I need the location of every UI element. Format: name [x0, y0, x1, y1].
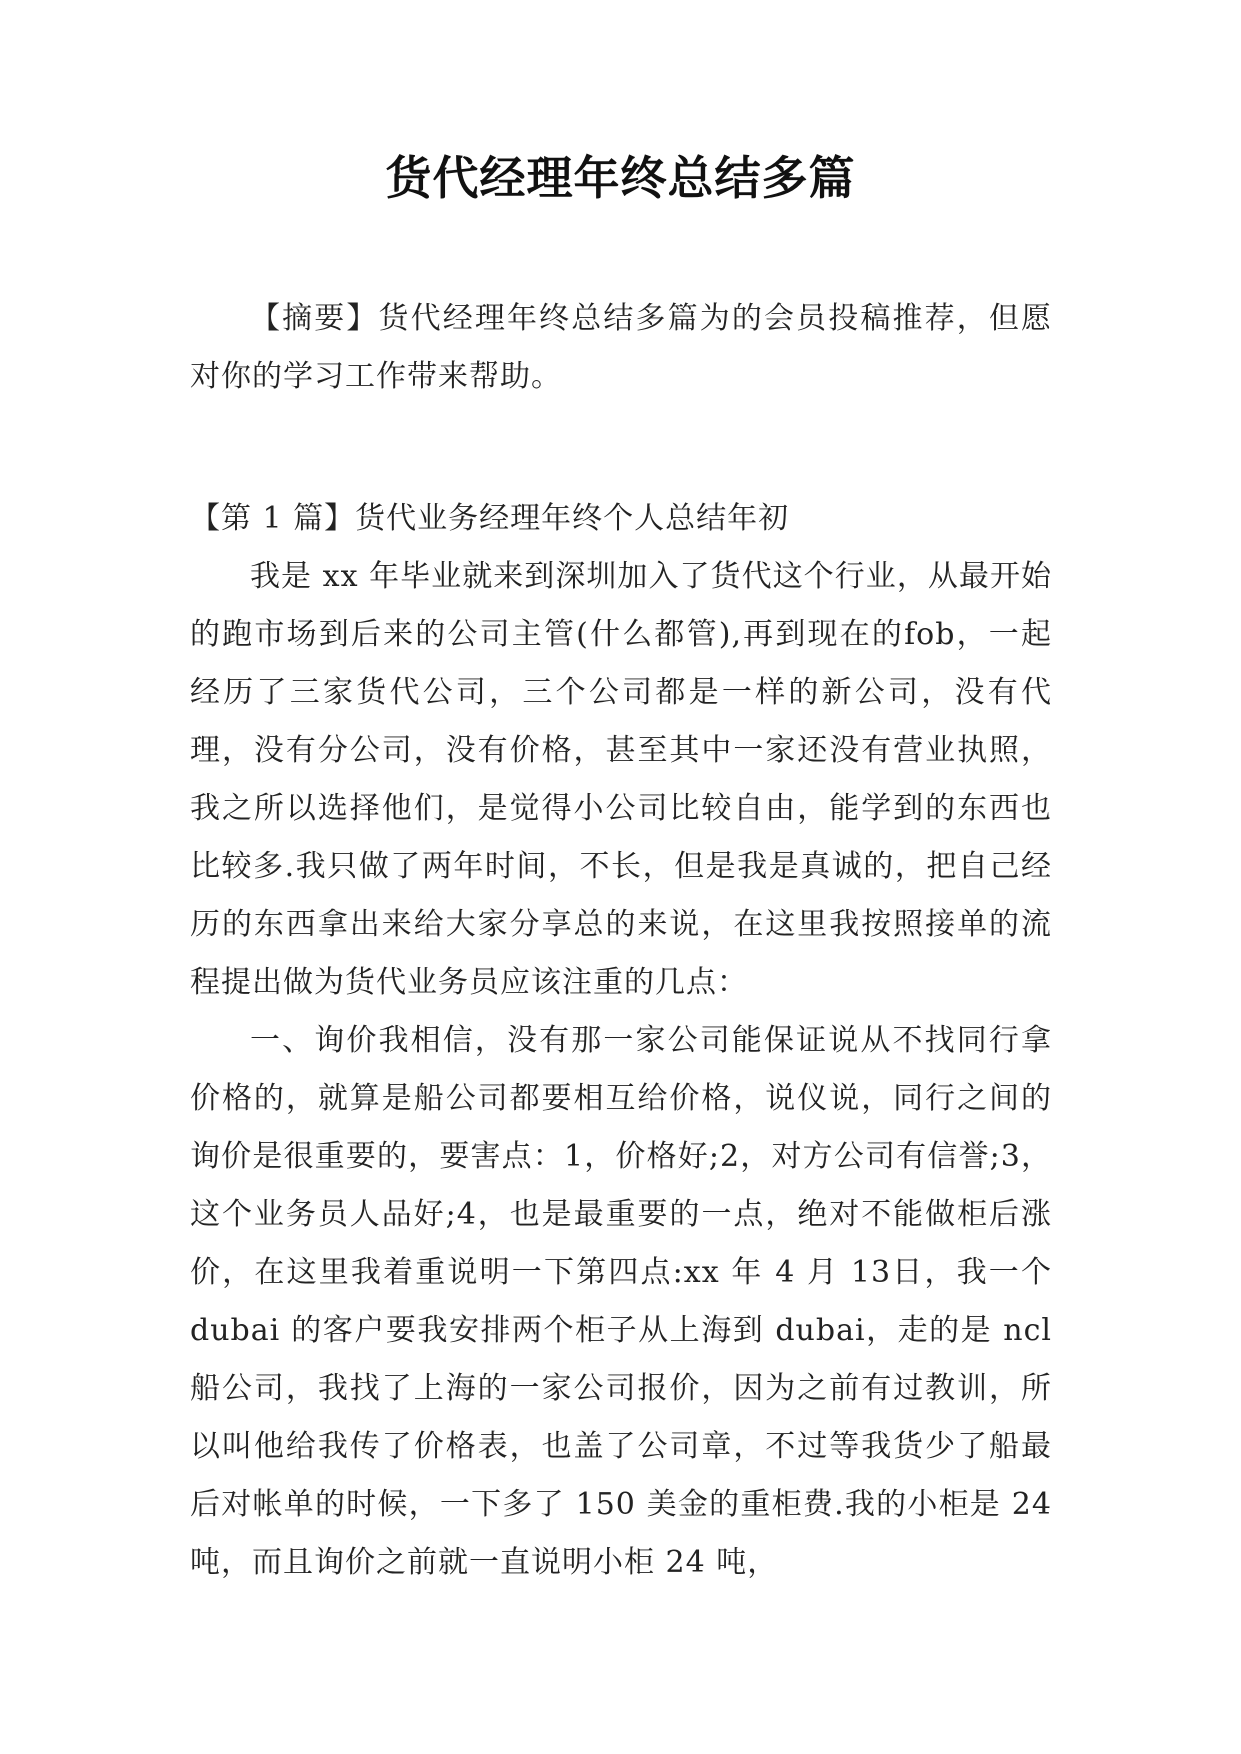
body-paragraph: 一、询价我相信，没有那一家公司能保证说从不找同行拿价格的，就算是船公司都要相互给价格，说仪说，同行之间的询价是很重要的，要害点：1，价格好;2，对方公司有信誉;3，这个业务员人品好;4，也是最重要的一点，绝对不能做柜后涨价，在这里我着重说明一下第四点:xx 年 4 月 13日，我一个 dubai 的客户要我安排两个柜子从上海到 dubai，走的是 ncl 船公司，我找了上海的一家公司报价，因为之前有过教训，所以叫他给我传了价格表，也盖了公司章，不过等我货少了船最后对帐单的时候，一下多了 150 美金的重柜费.我的小柜是 24 吨，而且询价之前就一直说明小柜 24 吨，: [190, 1023, 1052, 1580]
document-body: [190, 290, 1052, 1592]
abstract-paragraph: 【摘要】货代经理年终总结多篇为的会员投稿推荐，但愿对你的学习工作带来帮助。: [190, 301, 1052, 394]
spacer: [190, 406, 1052, 490]
section-heading: 【第 1 篇】货代业务经理年终个人总结年初: [190, 501, 790, 536]
document-title: 货代经理年终总结多篇: [385, 151, 856, 205]
body-paragraph: 我是 xx 年毕业就来到深圳加入了货代这个行业，从最开始的跑市场到后来的公司主管(什么都管),再到现在的fob，一起经历了三家货代公司，三个公司都是一样的新公司，没有代理，没有分公司，没有价格，甚至其中一家还没有营业执照，我之所以选择他们，是觉得小公司比较自由，能学到的东西也比较多.我只做了两年时间，不长，但是我是真诚的，把自己经历的东西拿出来给大家分享总的来说，在这里我按照接单的流程提出做为货代业务员应该注重的几点：: [190, 559, 1052, 1000]
